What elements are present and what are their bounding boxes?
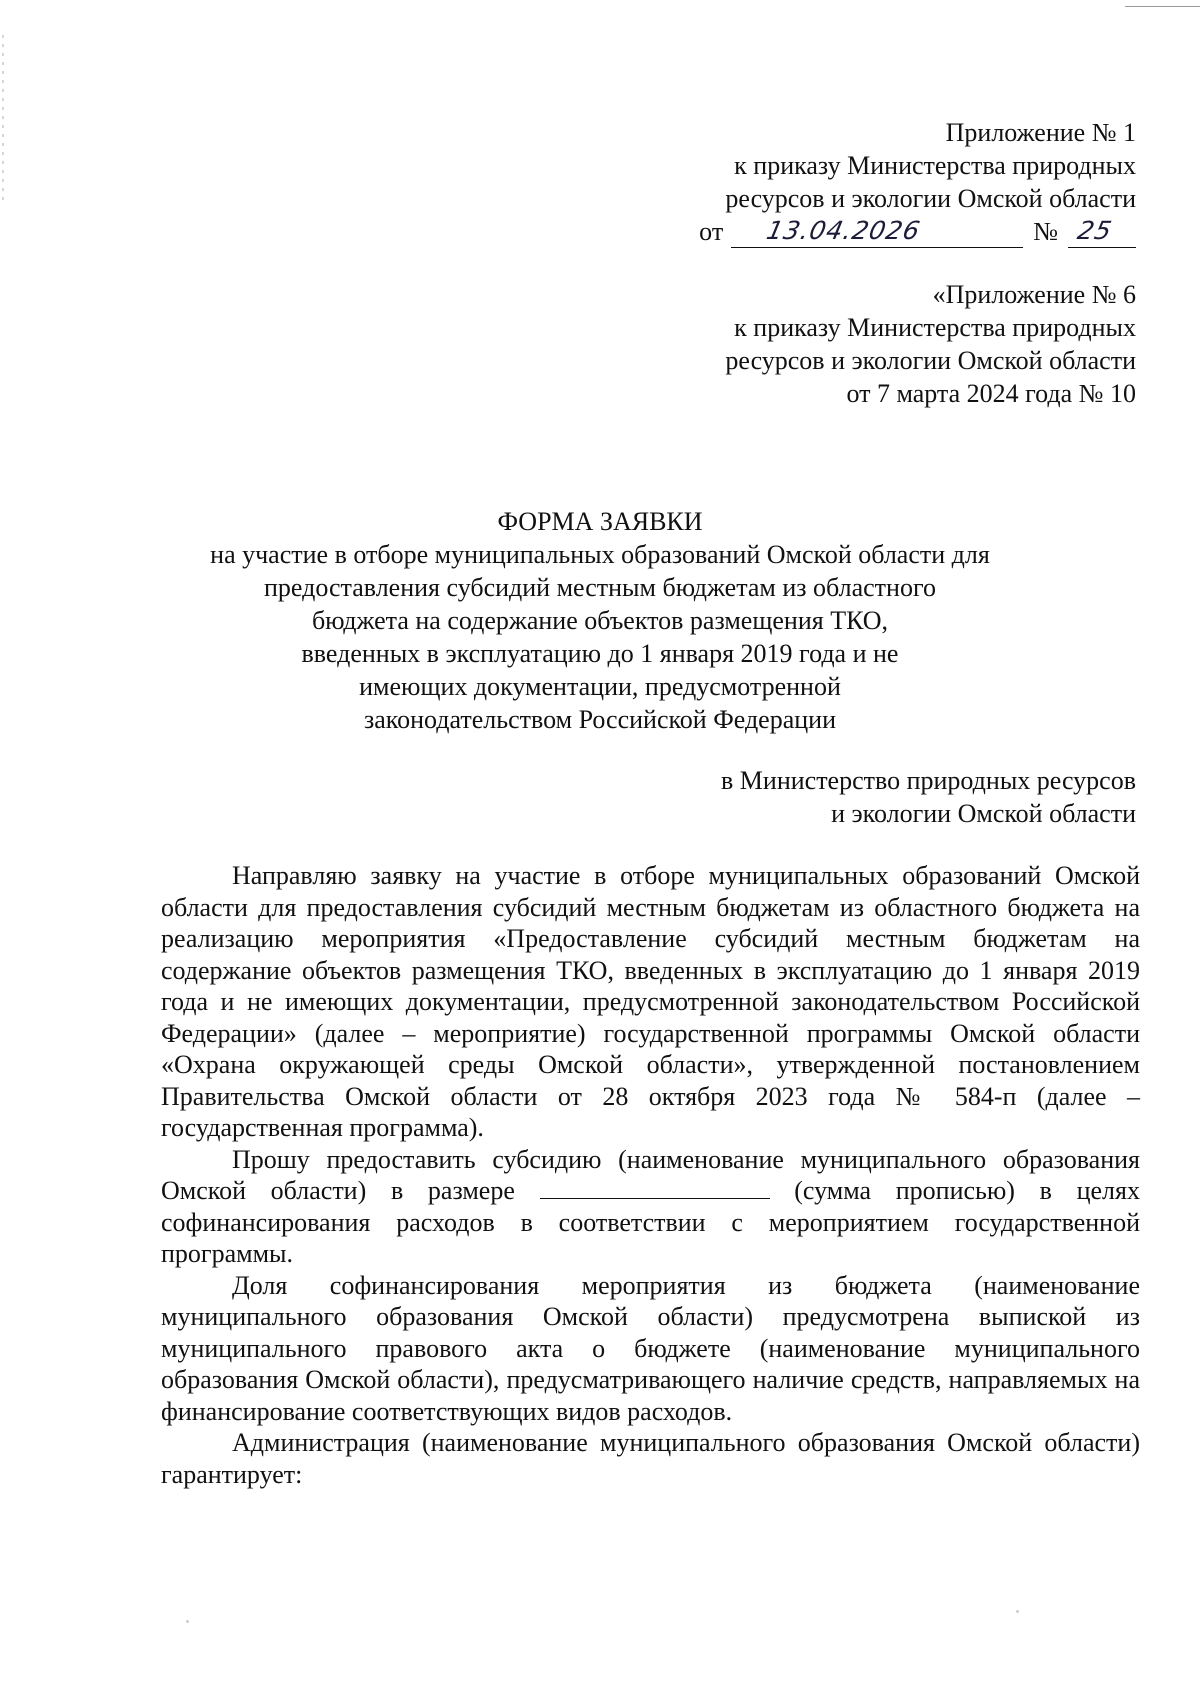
addressee-line1: в Министерство природных ресурсов xyxy=(721,766,1136,795)
appendix-1-header xyxy=(576,116,1136,248)
appendix-6-line4: от 7 марта 2024 года № 10 xyxy=(846,379,1136,408)
appendix-1-line3: ресурсов и экологии Омской области xyxy=(725,184,1136,213)
form-subtitle-line1: на участие в отборе муниципальных образований Омской области для xyxy=(210,540,990,569)
paragraph-guarantee: Администрация (наименование муниципального образования Омской области) гарантирует: xyxy=(161,1428,1140,1489)
scan-dot xyxy=(1016,1610,1019,1613)
form-title xyxy=(150,505,1050,736)
paragraph-request: Направляю заявку на участие в отборе муниципальных образований Омской области для предоставления субсидий местным бюджетам из областного бюджета на реализацию мероприятия «Предоставление субсидий местным бюджетам на содержание объектов размещения ТКО, введенных в эксплуатацию до 1 января 2019 года и не имеющих документации, предусмотренной законодательством Российской Федерации» (далее – мероприятие) государственной программы Омской области «Охрана окружающей среды Омской области», утвержденной постановлением Правительства Омской области от 28 октября 2023 года № 584-п (далее – государственная программа). xyxy=(161,861,1140,1142)
appendix-6-line2: к приказу Министерства природных xyxy=(734,313,1136,342)
form-subtitle-line5: имеющих документации, предусмотренной xyxy=(359,672,841,701)
form-subtitle-line6: законодательством Российской Федерации xyxy=(364,705,836,734)
appendix-6-line1: «Приложение № 6 xyxy=(932,280,1136,309)
paragraph-subsidy-amount xyxy=(161,1144,1140,1270)
application-body xyxy=(161,860,1140,1490)
order-number-field xyxy=(1068,216,1136,248)
order-date-field xyxy=(731,216,1023,248)
appendix-1-line1: Приложение № 1 xyxy=(945,118,1136,147)
appendix-6-header xyxy=(576,278,1136,410)
scan-edge-line xyxy=(1125,6,1200,7)
addressee-block xyxy=(576,764,1136,830)
scan-dot xyxy=(186,1620,189,1623)
addressee-line2: и экологии Омской области xyxy=(831,799,1136,828)
paragraph-subsidy-before: Прошу предоставить субсидию (наименование муниципального образования Омской области) в размере xyxy=(161,1144,1140,1205)
form-subtitle-line3: бюджета на содержание объектов размещения ТКО, xyxy=(311,606,889,635)
appendix-6-line3: ресурсов и экологии Омской области xyxy=(725,346,1136,375)
form-subtitle-line4: введенных в эксплуатацию до 1 января 2019 года и не xyxy=(301,639,899,668)
scan-margin-artifact xyxy=(2,35,4,205)
handwritten-date: 13.04.2026 xyxy=(764,216,924,245)
form-heading: ФОРМА ЗАЯВКИ xyxy=(497,507,703,536)
paragraph-subsidy-after: (сумма прописью) в целях софинансирования расходов в соответствии с мероприятием государственной программы. xyxy=(161,1176,1140,1268)
number-label: № xyxy=(1033,217,1058,246)
paragraph-cofinancing: Доля софинансирования мероприятия из бюджета (наименование муниципального образования Омской области) предусмотрена выпиской из муниципального правового акта о бюджете (наименование муниципального образования Омской области), предусматривающего наличие средств, направляемых на финансирование соответствующих видов расходов. xyxy=(161,1270,1140,1426)
from-label: от xyxy=(699,217,724,246)
amount-blank-line xyxy=(540,1176,770,1199)
form-subtitle-line2: предоставления субсидий местным бюджетам из областного xyxy=(264,573,936,602)
appendix-1-line2: к приказу Министерства природных xyxy=(734,151,1136,180)
handwritten-number: 25 xyxy=(1074,216,1115,245)
order-date-number-row xyxy=(576,215,1136,248)
